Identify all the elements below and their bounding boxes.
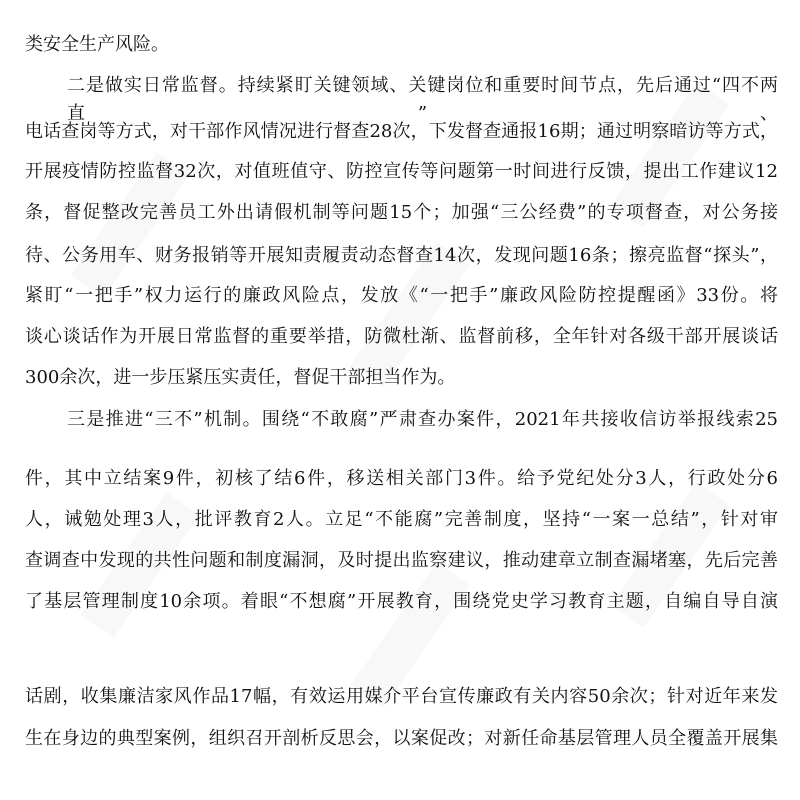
text-line: 待、公务用车、财务报销等开展知责履责动态督查14次，发现问题16条；擦亮监督“探头”，: [25, 245, 778, 266]
text-line: 人，诫勉处理3人，批评教育2人。立足“不能腐”完善制度，坚持“一案一总结”，针对审: [25, 509, 778, 530]
text-line: 类安全生产风险。: [25, 34, 169, 55]
text-line: 查调查中发现的共性问题和制度漏洞，及时提出监察建议，推动建章立制查漏堵塞，先后完善: [25, 550, 778, 571]
text-line: 条，督促整改完善员工外出请假机制等问题15个；加强“三公经费”的专项督查，对公务接: [25, 202, 778, 223]
paragraph-heading-line: 二是做实日常监督。持续紧盯关键领域、关键岗位和重要时间节点，先后通过“四不两直”、: [67, 75, 778, 124]
text-line: 话剧，收集廉洁家风作品17幅，有效运用媒介平台宣传廉政有关内容50余次；针对近年来发: [25, 686, 778, 707]
text-line: 生在身边的典型案例，组织召开剖析反思会，以案促改；对新任命基层管理人员全覆盖开展集: [25, 728, 778, 749]
text-line: 谈心谈话作为开展日常监督的重要举措，防微杜渐、监督前移，全年针对各级干部开展谈话: [25, 326, 778, 347]
text-line: 件，其中立结案9件，初核了结6件，移送相关部门3件。给予党纪处分3人，行政处分6: [25, 468, 778, 489]
text-line: 开展疫情防控监督32次，对值班值守、防控宣传等问题第一时间进行反馈，提出工作建议12: [25, 161, 778, 182]
text-line: 了基层管理制度10余项。着眼“不想腐”开展教育，围绕党史学习教育主题，自编自导自演: [25, 591, 778, 612]
text-line: 电话查岗等方式，对干部作风情况进行督查28次，下发督查通报16期；通过明察暗访等方式，: [25, 121, 778, 142]
text-line: 紧盯“一把手”权力运行的廉政风险点，发放《“一把手”廉政风险防控提醒函》33份。将: [25, 285, 778, 306]
text-line: 300余次，进一步压紧压实责任，督促干部担当作为。: [25, 367, 456, 388]
paragraph-heading-line: 三是推进“三不”机制。围绕“不敢腐”严肃查办案件，2021年共接收信访举报线索25: [67, 409, 778, 430]
